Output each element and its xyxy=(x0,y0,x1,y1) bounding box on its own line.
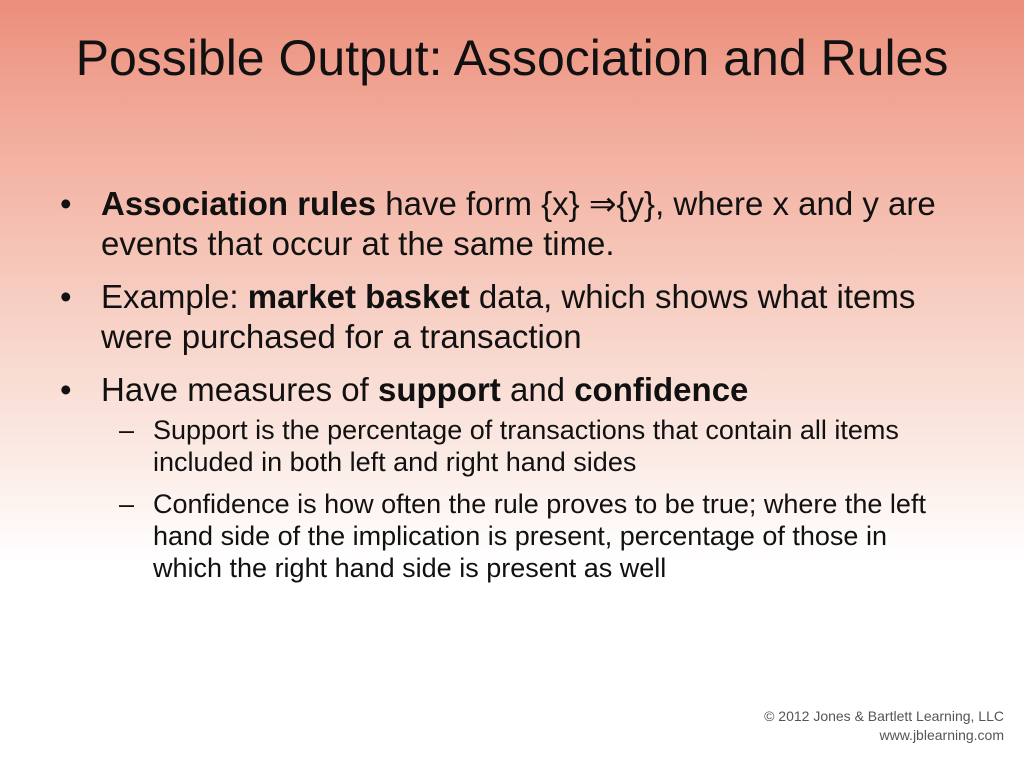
bullet-text: Example: xyxy=(101,278,248,315)
copyright-line: © 2012 Jones & Bartlett Learning, LLC xyxy=(764,708,1004,724)
bullet-text: {y}, where x and y are events that occur at the same time. xyxy=(101,185,936,262)
sub-bullet-text: Support is the percentage of transactions that contain all items included in both left and right hand sides xyxy=(153,415,899,477)
dash-bullet-icon: – xyxy=(119,489,135,519)
copyright-notice xyxy=(764,707,1004,745)
bullet-list xyxy=(60,184,960,597)
bullet-icon: • xyxy=(60,278,72,315)
sub-bullet-text: Confidence is how often the rule proves to be true; where the left hand side of the implication is present, percentage of those in which the right hand side is present as well xyxy=(153,489,926,583)
bullet-text: have form {x} xyxy=(376,185,589,222)
bullet-text: Have measures of xyxy=(101,371,378,408)
bold-term-support: support xyxy=(377,371,501,408)
bullet-text: and xyxy=(500,371,575,408)
dash-bullet-icon: – xyxy=(119,415,135,445)
bullet-icon: • xyxy=(60,371,72,408)
bullet-market-basket xyxy=(60,277,960,357)
slide-title: Possible Output: Association and Rules xyxy=(75,30,949,86)
sub-bullet-support xyxy=(109,414,960,478)
bold-term-market-basket: market basket xyxy=(247,278,470,315)
sub-bullet-confidence xyxy=(109,488,960,584)
bold-term-confidence: confidence xyxy=(574,371,749,408)
bullet-measures xyxy=(60,370,960,584)
bullet-icon: • xyxy=(60,185,72,222)
implies-arrow-icon: ⇒ xyxy=(588,185,617,222)
bullet-association-rules xyxy=(60,184,960,264)
bullet-text: data, which shows what items were purchased for a transaction xyxy=(101,278,916,355)
publisher-url: www.jblearning.com xyxy=(879,727,1004,743)
bold-term-association-rules: Association rules xyxy=(101,185,377,222)
sub-bullet-list xyxy=(101,414,960,584)
